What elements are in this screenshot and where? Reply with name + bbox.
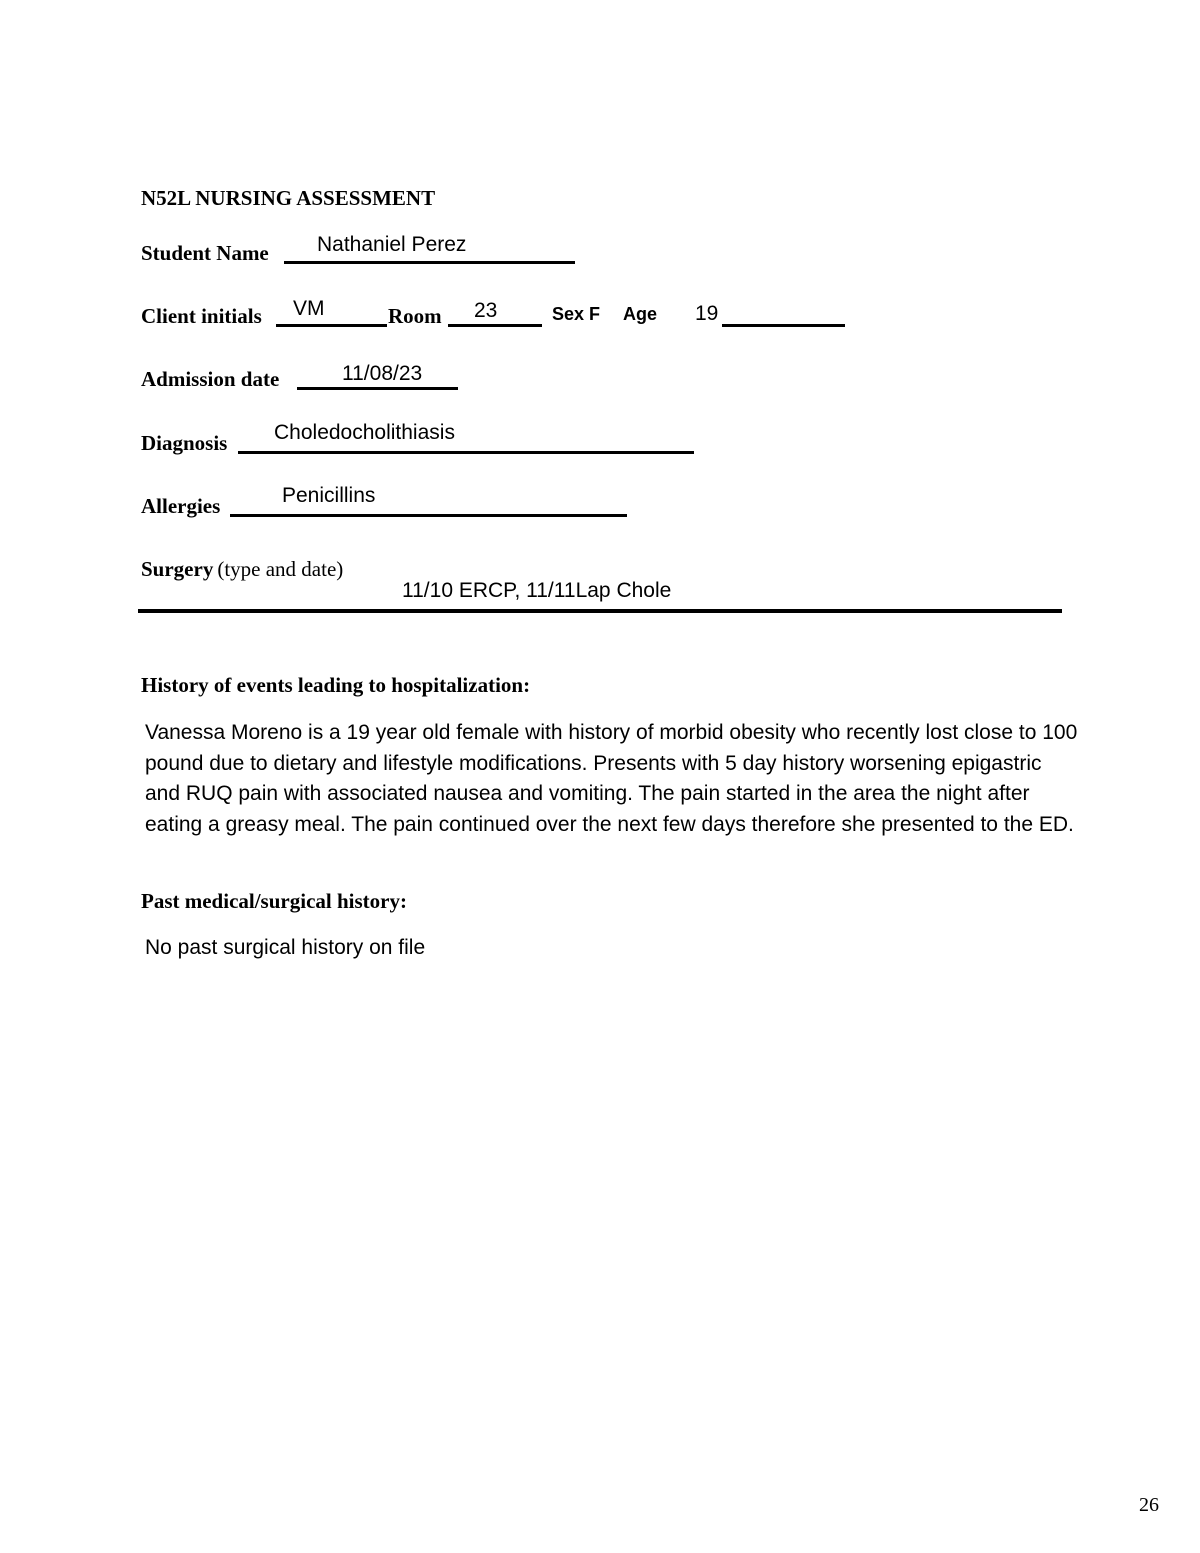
client-initials-underline [276, 324, 387, 327]
history-heading: History of events leading to hospitalization: [141, 673, 531, 697]
history-line-2: pound due to dietary and lifestyle modifications. Presents with 5 day history worsening epigastric [145, 751, 1042, 775]
student-name-underline [284, 261, 575, 264]
allergies-value[interactable]: Penicillins [282, 484, 376, 507]
age-label: Age [623, 304, 658, 324]
form-title: N52L NURSING ASSESSMENT [141, 186, 436, 210]
history-line-4: eating a greasy meal. The pain continued over the next few days therefore she presented to the ED. [145, 812, 1074, 836]
diagnosis-value[interactable]: Choledocholithiasis [274, 421, 455, 444]
admission-date-value[interactable]: 11/08/23 [342, 362, 423, 385]
age-value[interactable]: 19 [695, 302, 719, 325]
surgery-label-group [141, 557, 343, 582]
history-line-3: and RUQ pain with associated nausea and vomiting. The pain started in the area the night after [145, 782, 1030, 805]
allergies-label: Allergies [141, 494, 221, 518]
surgery-sublabel: (type and date) [217, 557, 344, 581]
surgery-underline [138, 609, 1062, 613]
student-name-label: Student Name [141, 241, 269, 265]
admission-date-label: Admission date [141, 367, 280, 391]
admission-date-underline [297, 387, 458, 390]
page-number: 26 [1139, 1494, 1159, 1516]
room-underline [448, 324, 542, 327]
client-initials-value[interactable]: VM [293, 297, 325, 320]
allergies-underline [230, 514, 627, 517]
client-initials-label: Client initials [141, 304, 262, 328]
surgery-value[interactable]: 11/10 ERCP, 11/11Lap Chole [402, 579, 672, 602]
history-text[interactable] [145, 718, 1077, 840]
room-value[interactable]: 23 [474, 299, 498, 322]
student-name-value[interactable]: Nathaniel Perez [317, 233, 467, 256]
surgery-label: Surgery [141, 557, 214, 581]
past-history-text[interactable]: No past surgical history on file [145, 936, 426, 959]
sex-label: Sex F [552, 304, 601, 324]
history-line-1: Vanessa Moreno is a 19 year old female with history of morbid obesity who recently lost close to 100 [145, 721, 1078, 744]
room-label: Room [388, 304, 442, 328]
diagnosis-label: Diagnosis [141, 431, 228, 455]
past-history-heading: Past medical/surgical history: [141, 889, 407, 913]
age-underline [722, 324, 845, 327]
diagnosis-underline [238, 451, 694, 454]
